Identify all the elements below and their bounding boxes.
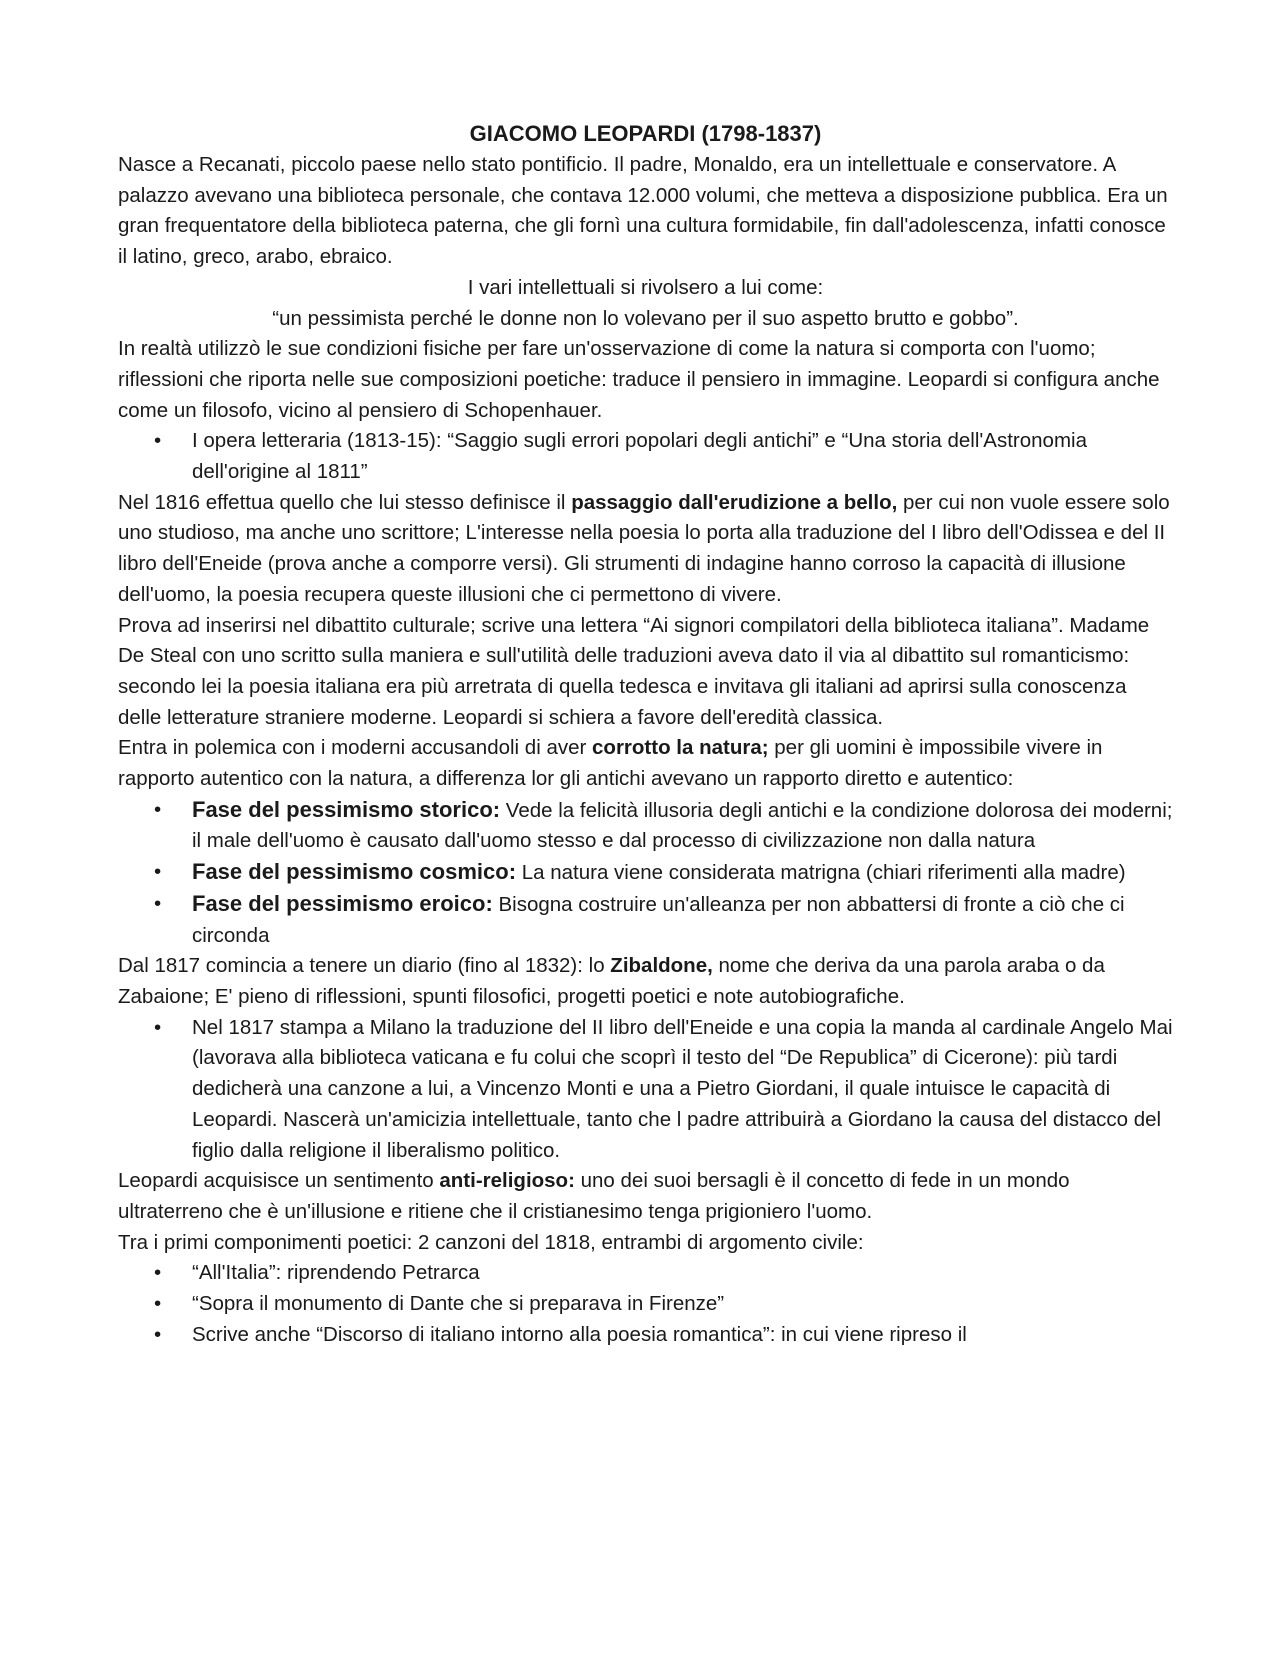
highlight-text: corrotto la natura;	[592, 736, 769, 760]
paragraph-3-text-b: per cui non vuole essere solo uno studioso, ma anche uno scrittore; L'interesse nella poesia lo porta alla traduzione del I libro dell'Odissea e del II libro dell'Eneide (prova anche a comporre versi). Gli strumenti di indagine hanno corroso la capacità di illusione dell'uomo, la poesia recupera queste illusioni che ci permettono di vivere.	[118, 490, 1170, 606]
phase-text: Bisogna costruire un'alleanza per non abbattersi di fronte a ciò che ci circonda	[192, 892, 1125, 947]
bullet-icon: •	[154, 1322, 162, 1346]
paragraph-3	[118, 488, 1173, 611]
bullet-list-3	[118, 1258, 1173, 1350]
list-item-text: Scrive anche “Discorso di italiano intorno alla poesia romantica”: in cui viene ripreso il	[192, 1322, 967, 1346]
paragraph-2: In realtà utilizzò le sue condizioni fisiche per fare un'osservazione di come la natura si comporta con l'uomo; riflessioni che riporta nelle sue composizioni poetiche: traduce il pensiero in immagine. Leopardi si configura anche come un filosofo, vicino al pensiero di Schopenhauer.	[118, 337, 1160, 422]
bullet-icon: •	[154, 1015, 162, 1039]
centered-quote: “un pessimista perché le donne non lo volevano per il suo aspetto brutto e gobbo”.	[272, 306, 1019, 330]
paragraph-5-text-b: per gli uomini è impossibile vivere in rapporto autentico con la natura, a differenza lor gli antichi avevano un rapporto diretto e autentico:	[118, 736, 1103, 791]
highlight-text: passaggio dall'erudizione a bello,	[571, 490, 898, 514]
phase-text: Vede la felicità illusoria degli antichi e la condizione dolorosa dei moderni; il male dell'uomo è causato dall'uomo stesso e dal processo di civilizzazione non dalla natura	[192, 798, 1173, 853]
list-item-text: “All'Italia”: riprendendo Petrarca	[192, 1261, 480, 1285]
paragraph-6-text-a: Dal 1817 comincia a tenere un diario (fino al 1832): lo	[118, 954, 611, 978]
phases-list	[118, 795, 1173, 952]
bullet-icon: •	[154, 1292, 162, 1316]
phase-title: Fase del pessimismo eroico:	[192, 890, 493, 916]
list-item	[118, 795, 1173, 857]
list-item-text: “Sopra il monumento di Dante che si preparava in Firenze”	[192, 1292, 725, 1316]
list-item	[118, 857, 1173, 889]
bullet-list-2	[118, 1013, 1173, 1167]
highlight-text: Zibaldone,	[610, 954, 713, 978]
list-item	[118, 426, 1173, 487]
phase-text: La natura viene considerata matrigna (chiari riferimenti alla madre)	[516, 861, 1126, 885]
list-item	[118, 1320, 1173, 1351]
paragraph-7	[118, 1166, 1173, 1227]
list-item	[118, 1013, 1173, 1167]
list-item	[118, 889, 1173, 951]
list-item	[118, 1258, 1173, 1289]
paragraph-4: Prova ad inserirsi nel dibattito culturale; scrive una lettera “Ai signori compilatori della biblioteca italiana”. Madame De Steal con uno scritto sulla maniera e sull'utilità delle traduzioni aveva dato il via al dibattito sul romanticismo: secondo lei la poesia italiana era più arretrata di quella tedesca e invitava gli italiani ad aprirsi sulla conoscenza delle letterature straniere moderne. Leopardi si schiera a favore dell'eredità classica.	[118, 613, 1150, 729]
phase-title: Fase del pessimismo storico:	[192, 796, 501, 822]
bullet-icon: •	[154, 797, 162, 821]
intro-paragraph: Nasce a Recanati, piccolo paese nello stato pontificio. Il padre, Monaldo, era un intellettuale e conservatore. A palazzo avevano una biblioteca personale, che contava 12.000 volumi, che metteva a disposizione pubblica. Era un gran frequentatore della biblioteca paterna, che gli fornì una cultura formidabile, fin dall'adolescenza, infatti conosce il latino, greco, arabo, ebraico.	[118, 153, 1168, 269]
bullet-icon: •	[154, 860, 162, 884]
paragraph-6	[118, 951, 1173, 1012]
paragraph-7-text-b: uno dei suoi bersagli è il concetto di fede in un mondo ultraterreno che è un'illusione e ritiene che il cristianesimo tenga prigioniero l'uomo.	[118, 1169, 1070, 1223]
bullet-icon: •	[154, 891, 162, 915]
bullet-icon: •	[154, 429, 162, 453]
bullet-icon: •	[154, 1261, 162, 1285]
paragraph-5	[118, 733, 1173, 794]
centered-line-1: I vari intellettuali si rivolsero a lui come:	[467, 275, 824, 299]
list-item	[118, 1289, 1173, 1320]
paragraph-3-text-a: Nel 1816 effettua quello che lui stesso definisce il	[118, 490, 572, 514]
paragraph-6-text-b: nome che deriva da una parola araba o da Zabaione; E' pieno di riflessioni, spunti filosofici, progetti poetici e note autobiografiche.	[118, 954, 1105, 1008]
paragraph-5-text-a: Entra in polemica con i moderni accusandoli di aver	[118, 736, 593, 760]
document-page	[118, 118, 1173, 1350]
page-title: GIACOMO LEOPARDI (1798-1837)	[469, 121, 822, 146]
highlight-text: anti-religioso:	[439, 1169, 575, 1193]
phase-title: Fase del pessimismo cosmico:	[192, 859, 517, 885]
paragraph-7-text-a: Leopardi acquisisce un sentimento	[118, 1169, 440, 1193]
bullet-list-1	[118, 426, 1173, 487]
paragraph-8: Tra i primi componimenti poetici: 2 canzoni del 1818, entrambi di argomento civile:	[118, 1230, 864, 1254]
list-item-text: Nel 1817 stampa a Milano la traduzione del II libro dell'Eneide e una copia la manda al cardinale Angelo Mai (lavorava alla biblioteca vaticana e fu colui che scoprì il testo del “De Republica” di Cicerone): più tardi dedicherà una canzone a lui, a Vincenzo Monti e una a Pietro Giordani, il quale intuisce le capacità di Leopardi. Nascerà un'amicizia intellettuale, tanto che l padre attribuirà a Giordano la causa del distacco del figlio dalla religione il liberalismo politico.	[192, 1015, 1173, 1162]
list-item-text: I opera letteraria (1813-15): “Saggio sugli errori popolari degli antichi” e “Una storia dell'Astronomia dell'origine al 1811”	[192, 429, 1087, 484]
